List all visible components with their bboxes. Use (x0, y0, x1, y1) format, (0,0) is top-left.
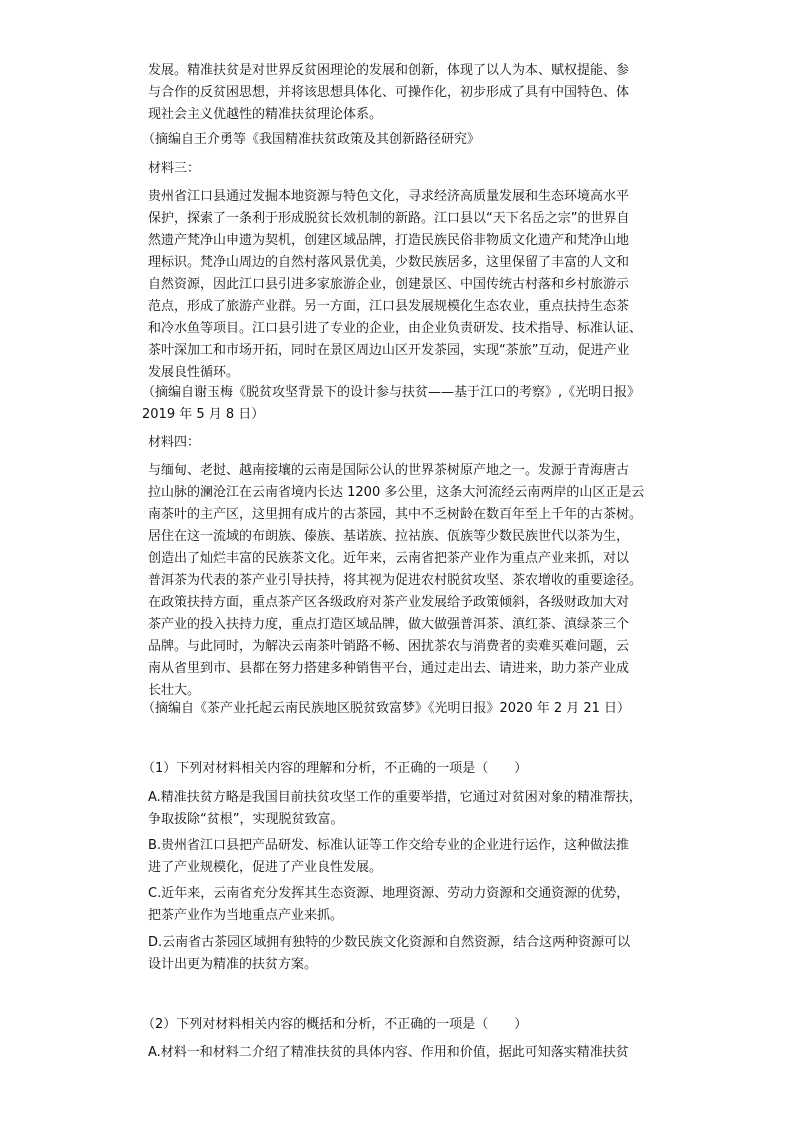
option-text-line: 设计出更为精准的扶贫方案。 (148, 957, 318, 972)
question1-option-d[interactable] (148, 932, 668, 976)
material3-paragraph (148, 186, 668, 384)
text-line: 居住在这一流域的布朗族、傣族、基诺族、拉祜族、佤族等少数民族世代以茶为生， (148, 529, 630, 544)
source-citation: 2019 年 5 月 8 日） (142, 407, 265, 422)
text-line: 然遗产梵净山申遗为契机，创建区域品牌，打造民族民俗非物质文化遗产和梵净山地 (148, 233, 630, 248)
material4-heading (148, 432, 668, 454)
question2-stem (142, 1014, 662, 1036)
text-line: 贵州省江口县通过发掘本地资源与特色文化，寻求经济高质量发展和生态环境高水平 (148, 189, 630, 204)
text-line: 和冷水鱼等项目。江口县引进了专业的企业，由企业负责研发、技术指导、标准认证、 (148, 321, 643, 336)
option-text-line: B.贵州省江口县把产品研发、标准认证等工作交给专业的企业进行运作，这种做法推 (148, 838, 630, 853)
question2-option-a[interactable] (148, 1042, 668, 1064)
option-text-line: A.精准扶贫方略是我国目前扶贫攻坚工作的重要举措，它通过对贫困对象的精准帮扶， (148, 790, 642, 805)
text-line: 在政策扶持方面，重点茶产区各级政府对茶产业发展给予政策倾斜，各级财政加大对 (148, 595, 630, 610)
text-line: 保护，探索了一条利于形成脱贫长效机制的新路。江口县以“天下名岳之宗”的世界自 (148, 211, 630, 226)
text-line: 与缅甸、老挝、越南接壤的云南是国际公认的世界茶树原产地之一。发源于青海唐古 (148, 463, 630, 478)
section-heading: 材料四： (148, 435, 201, 450)
option-text-line: C.近年来，云南省充分发挥其生态资源、地理资源、劳动力资源和交通资源的优势， (148, 886, 630, 901)
question-stem: （1）下列对材料相关内容的理解和分析，不正确的一项是（ ） (142, 761, 528, 776)
text-line: 品牌。与此同时，为解决云南茶叶销路不畅、困扰茶农与消费者的卖难买难问题，云 (148, 639, 630, 654)
source-citation: （摘编自谢玉梅《脱贫攻坚背景下的设计参与扶贫——基于江口的考察》,《光明日报》 (142, 385, 641, 400)
text-line: 茶产业的投入扶持力度，重点打造区域品牌，做大做强普洱茶、滇红茶、滇绿茶三个 (148, 617, 630, 632)
question1-option-a[interactable] (148, 787, 668, 831)
question1-option-c[interactable] (148, 883, 668, 927)
text-line: 现社会主义优越性的精准扶贫理论体系。 (148, 107, 383, 122)
source-citation: （摘编自王介勇等《我国精准扶贫政策及其创新路径研究》 (142, 132, 481, 147)
option-text-line: 争取拔除“贫根”，实现脱贫致富。 (148, 812, 344, 827)
material4-paragraph (148, 460, 668, 702)
question-stem: （2）下列对材料相关内容的概括和分析，不正确的一项是（ ） (142, 1017, 528, 1032)
option-text-line: 把茶产业作为当地重点产业来抓。 (148, 908, 344, 923)
text-line: 南从省里到市、县都在努力搭建多种销售平台，通过走出去、请进来，助力茶产业成 (148, 661, 630, 676)
source-citation: （摘编自《茶产业托起云南民族地区脱贫致富梦》《光明日报》2020 年 2 月 21 日） (142, 701, 631, 716)
material4-source (142, 698, 662, 720)
text-line: 茶叶深加工和市场开拓，同时在景区周边山区开发茶园，实现“茶旅”互动，促进产业 (148, 343, 630, 358)
option-text-line: A.材料一和材料二介绍了精准扶贫的具体内容、作用和价值，据此可知落实精准扶贫 (148, 1045, 629, 1060)
text-line: 理标识。梵净山周边的自然村落风景优美，少数民族居多，这里保留了丰富的人文和 (148, 255, 630, 270)
option-text-line: 进了产业规模化，促进了产业良性发展。 (148, 860, 383, 875)
text-line: 南茶叶的主产区，这里拥有成片的古茶园，其中不乏树龄在数百年至上千年的古茶树。 (148, 507, 643, 522)
text-line: 长壮大。 (148, 683, 201, 698)
text-line: 普洱茶为代表的茶产业引导扶持，将其视为促进农村脱贫攻坚、茶农增收的重要途径。 (148, 573, 643, 588)
text-line: 范点，形成了旅游产业群。另一方面，江口县发展规模化生态农业，重点扶持生态茶 (148, 299, 630, 314)
question1-option-b[interactable] (148, 835, 668, 879)
material3-heading (148, 158, 668, 180)
text-line: 拉山脉的澜沧江在云南省境内长达 1200 多公里，这条大河流经云南两岸的山区正是云 (148, 485, 645, 500)
text-line: 发展良性循环。 (148, 365, 240, 380)
material2-source (142, 129, 662, 151)
material2-tail-paragraph (148, 60, 668, 126)
question1-stem (142, 758, 662, 780)
text-line: 创造出了灿烂丰富的民族茶文化。近年来，云南省把茶产业作为重点产业来抓，对以 (148, 551, 630, 566)
text-line: 发展。精准扶贫是对世界反贫困理论的发展和创新，体现了以人为本、赋权提能、参 (148, 63, 630, 78)
text-line: 自然资源，因此江口县引进多家旅游企业，创建景区、中国传统古村落和乡村旅游示 (148, 277, 630, 292)
option-text-line: D.云南省古茶园区域拥有独特的少数民族文化资源和自然资源，结合这两种资源可以 (148, 935, 631, 950)
section-heading: 材料三： (148, 161, 201, 176)
text-line: 与合作的反贫困思想，并将该思想具体化、可操作化，初步形成了具有中国特色、体 (148, 85, 630, 100)
material3-source (142, 382, 662, 426)
